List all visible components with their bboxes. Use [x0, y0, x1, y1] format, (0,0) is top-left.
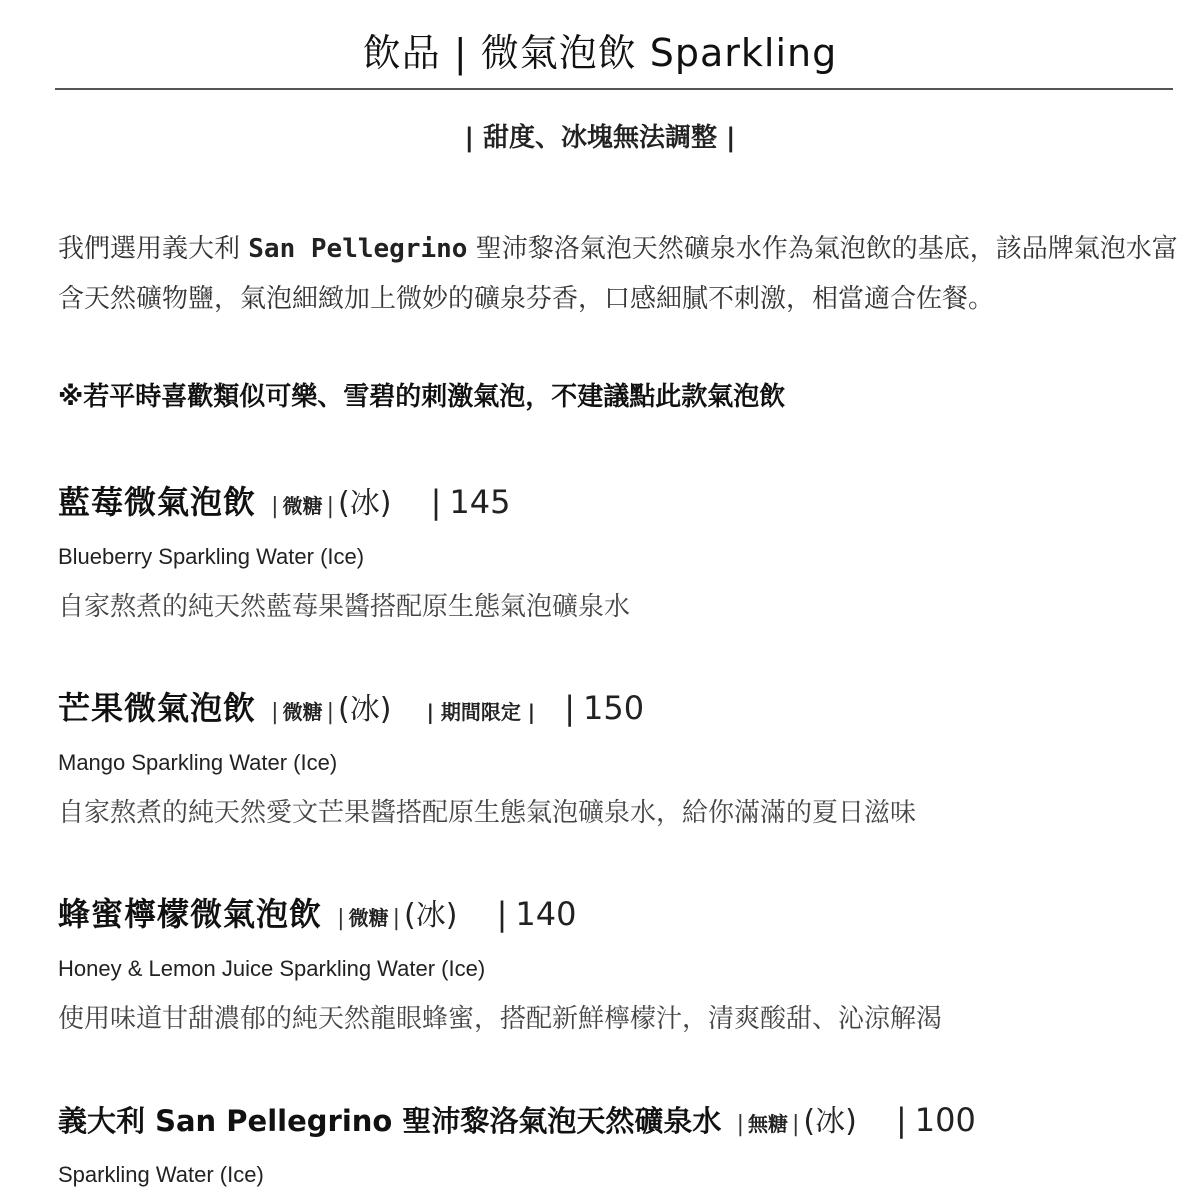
menu-item-english: Sparkling Water (Ice) — [58, 1162, 264, 1187]
ice-level: (冰) — [338, 692, 392, 727]
menu-item-header — [58, 890, 1178, 943]
menu-item-price: 140 — [515, 895, 577, 933]
menu-item-description: 自家熬煮的純天然愛文芒果醬搭配原生態氣泡礦泉水，給你滿滿的夏日滋味 — [58, 798, 917, 828]
ice-level: (冰) — [404, 898, 458, 933]
menu-item-price: 100 — [914, 1101, 976, 1139]
separator: | — [271, 494, 279, 519]
menu-item-name: 芒果微氣泡飲 — [58, 689, 257, 727]
separator: | — [895, 1101, 907, 1139]
menu-item — [58, 478, 1178, 629]
ice-level: (冰) — [803, 1104, 857, 1139]
menu-item-name: 義大利 San Pellegrino 聖沛黎洛氣泡天然礦泉水 — [58, 1104, 722, 1138]
separator: | — [326, 494, 334, 519]
menu-item-price: 150 — [583, 689, 645, 727]
intro-paragraph — [58, 224, 1178, 324]
menu-item-english: Blueberry Sparkling Water (Ice) — [58, 544, 365, 569]
menu-item-price: 145 — [449, 483, 511, 521]
separator: | — [337, 906, 345, 931]
sugar-level: 微糖 — [282, 700, 323, 724]
menu-item-english: Honey & Lemon Juice Sparkling Water (Ice) — [58, 956, 486, 981]
menu-item-name: 蜂蜜檸檬微氣泡飲 — [58, 895, 323, 933]
menu-item-description: 自家熬煮的純天然藍莓果醬搭配原生態氣泡礦泉水 — [58, 592, 631, 622]
intro-notice: ※若平時喜歡類似可樂、雪碧的刺激氣泡，不建議點此款氣泡飲 — [58, 382, 786, 412]
menu-item — [58, 890, 1178, 1041]
title-divider — [55, 88, 1173, 90]
separator: | — [736, 1112, 744, 1137]
intro-text-start: 我們選用義大利 — [58, 234, 241, 264]
page-title: 飲品 | 微氣泡飲 Sparkling — [362, 31, 838, 75]
menu-item-header — [58, 1096, 1178, 1149]
separator: | — [564, 689, 576, 727]
intro-text-rest: 聖沛黎洛氣泡天然礦泉水作為氣泡飲的基底，該品牌氣泡水富含天然礦物鹽，氣泡細緻加上微妙的礦泉芬香，口感細膩不刺激，相當適合佐餐。 — [58, 234, 1178, 314]
separator: | — [496, 895, 508, 933]
menu-item-header — [58, 684, 1178, 737]
menu-item-description: 使用味道甘甜濃郁的純天然龍眼蜂蜜，搭配新鮮檸檬汁，清爽酸甜、沁涼解渴 — [58, 1004, 943, 1034]
sugar-level: 微糖 — [348, 906, 389, 930]
separator: | — [430, 483, 442, 521]
separator: | — [326, 700, 334, 725]
menu-item-name: 藍莓微氣泡飲 — [58, 483, 257, 521]
page-subtitle: | 甜度、冰塊無法調整 | — [464, 123, 736, 153]
separator: | — [792, 1112, 800, 1137]
sugar-level: 微糖 — [282, 494, 323, 518]
menu-item — [58, 684, 1178, 835]
ice-level: (冰) — [338, 486, 392, 521]
menu-item-english: Mango Sparkling Water (Ice) — [58, 750, 338, 775]
separator: | — [271, 700, 279, 725]
limited-badge: | 期間限定 | — [426, 700, 536, 724]
sugar-level: 無糖 — [748, 1112, 788, 1136]
intro-brand: San Pellegrino — [248, 234, 468, 264]
menu-item — [58, 1096, 1178, 1195]
menu-item-header — [58, 478, 1178, 531]
separator: | — [392, 906, 400, 931]
